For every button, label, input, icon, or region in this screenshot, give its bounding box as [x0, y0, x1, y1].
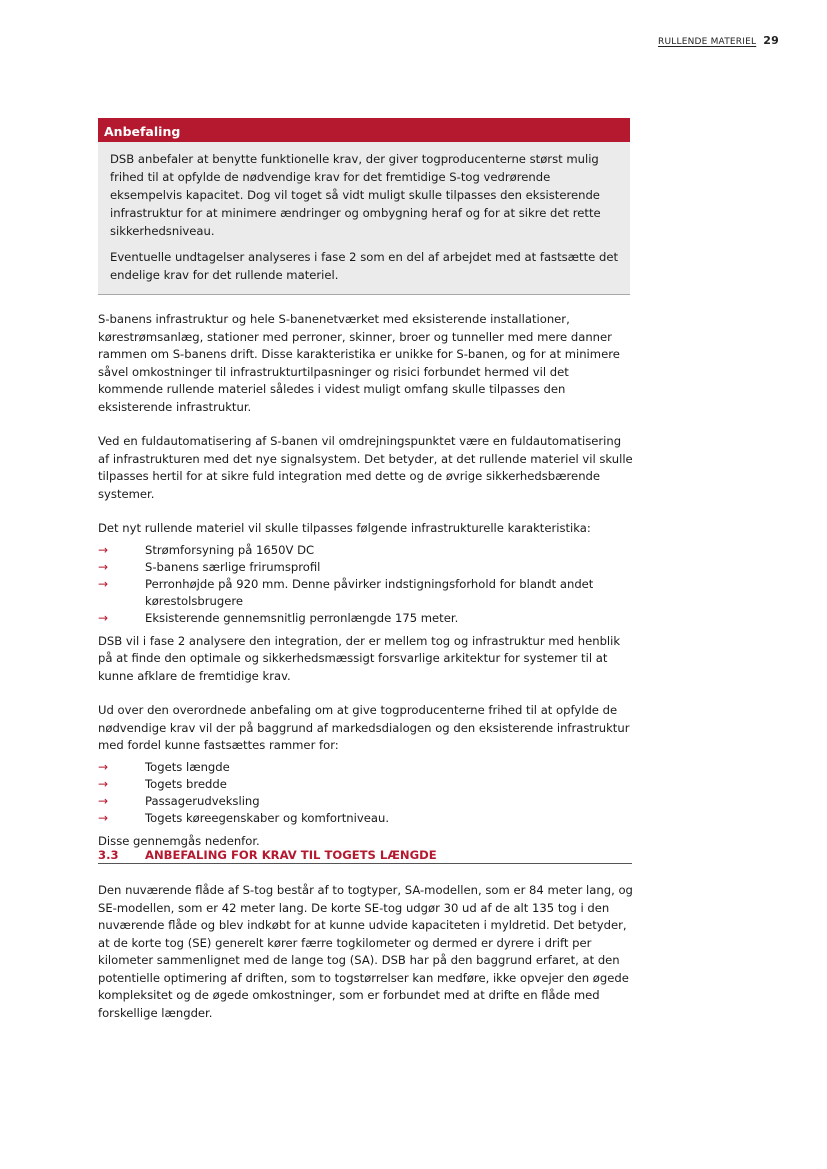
arrow-right-icon: →	[98, 776, 109, 791]
list-item: → Passagerudveksling	[98, 793, 260, 808]
list-item: → S-banens særlige frirumsprofil	[98, 559, 321, 574]
body-text	[98, 311, 633, 850]
arrow-right-icon: →	[98, 610, 109, 625]
recommendation-box	[98, 118, 630, 295]
list-item: → Strømforsyning på 1650V DC	[98, 542, 315, 557]
list-item: → Togets køreegenskaber og komfortniveau.	[98, 810, 390, 825]
recommendation-paragraph: Eventuelle undtagelser analyseres i fase 2 som en del af arbejdet med at fastsætte det endelige krav for det rullende materiel.	[110, 250, 619, 282]
recommendation-body	[98, 142, 630, 294]
arrow-right-icon: →	[98, 759, 109, 774]
list-item: → Togets længde	[98, 759, 230, 774]
page-number: 29	[763, 34, 779, 47]
body-paragraph: Disse gennemgås nedenfor.	[98, 833, 260, 848]
bullet-list-infrastructure	[98, 542, 633, 627]
section-heading	[98, 848, 632, 864]
arrow-right-icon: →	[98, 793, 109, 808]
section-text	[98, 882, 633, 1022]
recommendation-paragraph: DSB anbefaler at benytte funktionelle krav, der giver togproducenterne størst mulig frihed til at opfylde de nødvendige krav for det fremtidige S-tog vedrørende eksempelvis kapacitet. Dog vil toget så vidt muligt skulle tilpasses den eksisterende infrastruktur for at minimere ændringer og ombygning heraf og for at sikre det rette sikkerhedsniveau.	[110, 152, 601, 238]
body-paragraph: Ud over den overordnede anbefaling om at give togproducenterne frihed til at opfylde de nødvendige krav vil der på baggrund af markedsdialogen og den eksisterende infrastruktur med fordel kunne fastsættes rammer for:	[98, 703, 630, 752]
bullet-list-frames	[98, 759, 633, 827]
recommendation-title: Anbefaling	[98, 118, 630, 142]
list-item: → Togets bredde	[98, 776, 227, 791]
list-item: → Perronhøjde på 920 mm. Denne påvirker indstigningsforhold for blandt andet kørestolsbrugere	[98, 576, 594, 608]
page-header	[658, 34, 779, 47]
section-paragraph: Den nuværende flåde af S-tog består af to togtyper, SA-modellen, som er 84 meter lang, og SE-modellen, som er 42 meter lang. De korte SE-tog udgør 30 ud af de alt 135 tog i den nuværende flåde og blev indkøbt for at kunne udvide kapaciteten i myldretid. Det betyder, at de korte tog (SE) generelt kører færre togkilometer og dermed er dyrere i drift per kilometer sammenlignet med de lange tog (SA). DSB har på den baggrund erfaret, at den potentielle optimering af driften, som to togstørrelser kan medføre, ikke opvejer den øgede kompleksitet og de øgede omkostninger, som er forbundet med at drifte en flåde med forskellige længder.	[98, 883, 633, 1020]
arrow-right-icon: →	[98, 542, 109, 557]
list-item: → Eksisterende gennemsnitlig perronlængde 175 meter.	[98, 610, 459, 625]
running-header-section: RULLENDE MATERIEL	[658, 37, 757, 47]
body-paragraph: S-banens infrastruktur og hele S-banenetværket med eksisterende installationer, kørestrømsanlæg, stationer med perroner, skinner, broer og tunneller med mere danner rammen om S-banens drift. Disse karakteristika er unikke for S-banen, og for at minimere såvel omkostninger til infrastrukturtilpasninger og risici forbundet hermed vil det kommende rullende materiel således i videst muligt omfang skulle tilpasses den eksisterende infrastruktur.	[98, 312, 620, 414]
arrow-right-icon: →	[98, 810, 109, 825]
body-paragraph: Ved en fuldautomatisering af S-banen vil omdrejningspunktet være en fuldautomatisering af infrastrukturen med det nye signalsystem. Det betyder, at det rullende materiel vil skulle tilpasses hertil for at sikre fuld integration med dette og de øvrige sikkerhedsbærende systemer.	[98, 434, 633, 501]
arrow-right-icon: →	[98, 559, 109, 574]
body-paragraph: DSB vil i fase 2 analysere den integration, der er mellem tog og infrastruktur med henblik på at finde den optimale og sikkerhedsmæssigt forsvarlige arkitektur for systemer til at kunne afklare de fremtidige krav.	[98, 633, 621, 683]
body-paragraph: Det nyt rullende materiel vil skulle tilpasses følgende infrastrukturelle karakteristika:	[98, 521, 591, 535]
section-number: 3.3	[98, 848, 119, 862]
arrow-right-icon: →	[98, 576, 109, 591]
section-title: ANBEFALING FOR KRAV TIL TOGETS LÆNGDE	[145, 848, 437, 862]
